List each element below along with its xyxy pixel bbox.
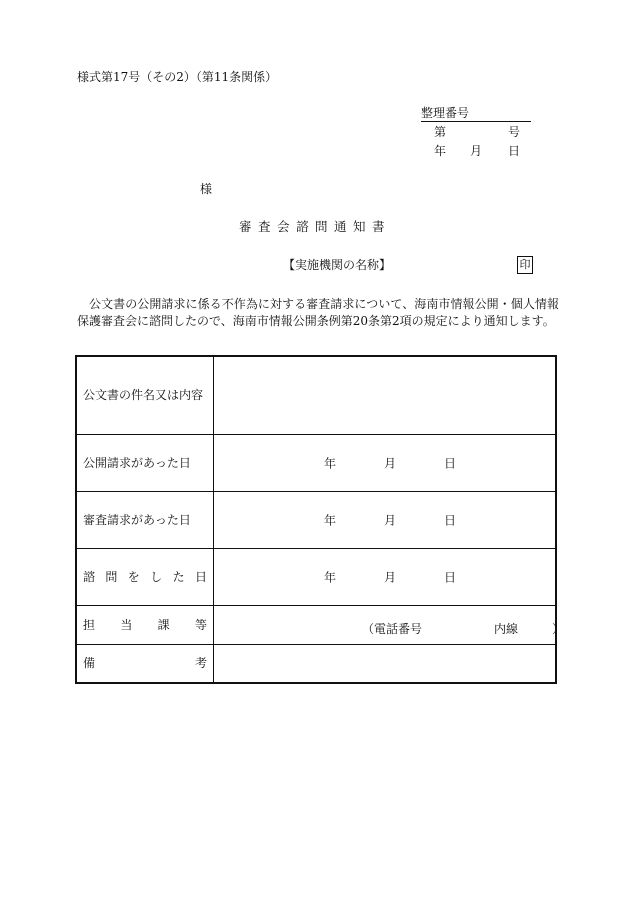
row-label-document-subject [76,356,214,434]
table-row [76,605,556,644]
table-row [76,491,556,548]
table-row [76,434,556,491]
date-day-label: 日 [444,513,457,527]
review-request-date-field[interactable] [214,491,557,548]
date-day-label: 日 [444,570,457,584]
row-label-inquiry-date [76,548,214,605]
addressee-suffix: 様 [200,182,213,196]
row-label-text: 公開請求があった日 [83,455,191,470]
notification-table [75,355,565,684]
row-label-department [76,605,214,644]
row-label-remarks [76,644,214,683]
date-month-label: 月 [384,570,397,584]
department-field[interactable] [214,605,565,644]
seal-mark: 印 [517,256,533,274]
request-date-field[interactable] [214,434,557,491]
row-label-char: 当 [120,617,133,632]
row-label-char: 問 [105,569,118,584]
row-label-char: 諮 [83,569,96,584]
phone-number-label: （電話番号 [362,621,423,636]
table-row [76,356,556,434]
row-label-request-date [76,434,214,491]
inquiry-date-field[interactable] [214,548,557,605]
row-label-text: 審査請求があった日 [83,512,191,527]
row-label-text: 公文書の件名又は内容 [83,388,204,403]
reference-go: 号 [508,125,521,139]
row-label-char: 等 [194,617,207,632]
date-day-label: 日 [444,456,457,470]
row-label-review-request-date [76,491,214,548]
date-year-label: 年 [324,570,337,584]
row-label-char: 課 [157,617,170,632]
date-year-label: 年 [324,456,337,470]
date-month-label: 月 [384,513,397,527]
table-row [76,548,556,605]
row-label-char: し [150,569,163,584]
issue-date-year: 年 [434,144,447,158]
row-label-char: を [127,569,140,584]
date-month-label: 月 [384,456,397,470]
row-label-char: 担 [83,617,96,632]
row-label-char: 考 [194,656,207,671]
date-year-label: 年 [324,513,337,527]
table-row [76,644,556,683]
extension-label: 内線 [494,621,519,636]
row-label-char: た [172,569,185,584]
reference-number-label: 整理番号 [421,106,470,120]
phone-close-paren: ） [552,621,565,636]
row-label-char: 備 [83,656,96,671]
remarks-field[interactable] [214,644,557,683]
document-title: 審査会諮問通知書 [239,219,392,234]
form-number-label: 様式第17号（その2）（第11条関係） [77,70,278,84]
agency-name-placeholder: 【実施機関の名称】 [283,258,392,272]
row-label-char: 日 [194,569,207,584]
body-paragraph: 公文書の公開請求に係る不作為に対する審査請求について、海南市情報公開・個人情報保護審査会に諮問したので、海南市情報公開条例第20条第2項の規定により通知します。 [77,297,559,328]
reference-dai: 第 [434,125,447,139]
issue-date-month: 月 [470,144,483,158]
document-subject-field[interactable] [214,356,557,434]
issue-date-day: 日 [508,144,521,158]
